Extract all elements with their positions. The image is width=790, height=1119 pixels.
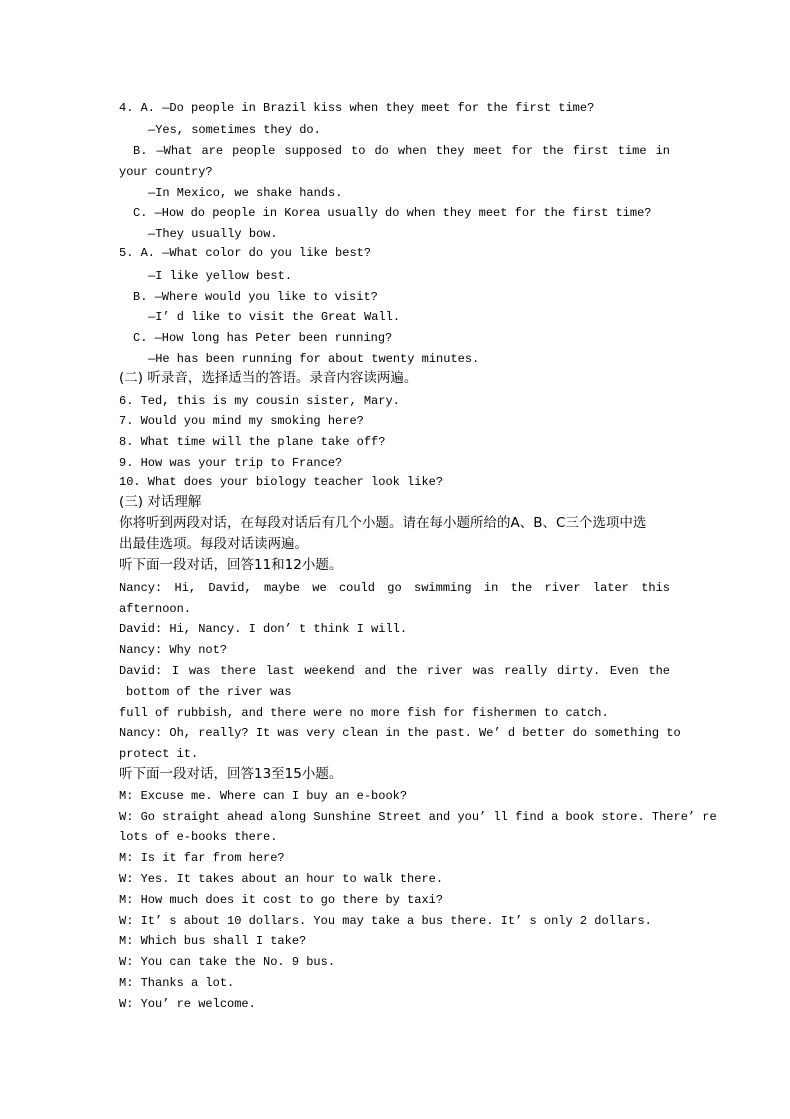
q5-option-b: B. —Where would you like to visit? — [133, 290, 378, 304]
q4-option-c-reply: —They usually bow. — [148, 227, 278, 241]
section-3-title: (三) 对话理解 — [119, 494, 202, 510]
q5-option-c: C. —How long has Peter been running? — [133, 331, 393, 345]
dialogue-2-line: M: Thanks a lot. — [119, 976, 235, 990]
dialogue-2-line: M: Excuse me. Where can I buy an e-book? — [119, 789, 408, 803]
dialogue-1-line: bottom of the river was — [126, 685, 292, 699]
dialogue-1-line: Nancy: Hi, David, maybe we could go swimming in the river later this — [119, 581, 670, 595]
q4-option-c: C. —How do people in Korea usually do when they meet for the first time? — [133, 206, 652, 220]
dialogue-1-title: 听下面一段对话，回答11和12小题。 — [119, 557, 343, 573]
dialogue-1-line: Nancy: Why not? — [119, 643, 228, 657]
q4-option-b: B. —What are people supposed to do when they meet for the first time in — [133, 144, 670, 158]
q5-option-c-reply: —He has been running for about twenty minutes. — [148, 352, 480, 366]
question-6: 6. Ted, this is my cousin sister, Mary. — [119, 394, 400, 408]
dialogue-2-line: M: Which bus shall I take? — [119, 934, 307, 948]
q4-option-b-reply: —In Mexico, we shake hands. — [148, 186, 343, 200]
dialogue-2-line: W: You can take the No. 9 bus. — [119, 955, 336, 969]
dialogue-1-line: David: Hi, Nancy. I don’ t think I will. — [119, 622, 408, 636]
dialogue-1-line: Nancy: Oh, really? It was very clean in the past. We’ d better do something to — [119, 726, 681, 740]
section-3-instruction-line1: 你将听到两段对话，在每段对话后有几个小题。请在每小题所给的A、B、C三个选项中选 — [119, 515, 647, 531]
q5-option-a-reply: —I like yellow best. — [148, 269, 293, 283]
dialogue-1-line: protect it. — [119, 747, 199, 761]
dialogue-2-line: W: Go straight ahead along Sunshine Street and you’ ll find a book store. There’ re — [119, 810, 717, 824]
dialogue-2-line: W: You’ re welcome. — [119, 997, 256, 1011]
q4-option-a-reply: —Yes, sometimes they do. — [148, 123, 321, 137]
question-8: 8. What time will the plane take off? — [119, 435, 386, 449]
section-2-title: (二) 听录音，选择适当的答语。录音内容读两遍。 — [119, 370, 418, 386]
dialogue-2-line: lots of e-books there. — [119, 830, 278, 844]
dialogue-2-line: W: It’ s about 10 dollars. You may take a bus there. It’ s only 2 dollars. — [119, 914, 652, 928]
q4-option-a: 4. A. —Do people in Brazil kiss when they meet for the first time? — [119, 101, 595, 115]
q5-option-b-reply: —I’ d like to visit the Great Wall. — [148, 310, 401, 324]
dialogue-1-line: full of rubbish, and there were no more fish for fishermen to catch. — [119, 706, 609, 720]
question-10: 10. What does your biology teacher look like? — [119, 475, 444, 489]
section-3-instruction-line2: 出最佳选项。每段对话读两遍。 — [119, 536, 308, 552]
dialogue-1-line: afternoon. — [119, 602, 192, 616]
dialogue-2-line: M: Is it far from here? — [119, 851, 285, 865]
question-9: 9. How was your trip to France? — [119, 456, 343, 470]
dialogue-2-title: 听下面一段对话，回答13至15小题。 — [119, 766, 343, 782]
dialogue-1-line: David: I was there last weekend and the river was really dirty. Even the — [119, 664, 670, 678]
dialogue-2-line: W: Yes. It takes about an hour to walk there. — [119, 872, 444, 886]
q4-option-b-cont: your country? — [119, 165, 213, 179]
q5-option-a: 5. A. —What color do you like best? — [119, 246, 372, 260]
dialogue-2-line: M: How much does it cost to go there by taxi? — [119, 893, 444, 907]
question-7: 7. Would you mind my smoking here? — [119, 414, 364, 428]
